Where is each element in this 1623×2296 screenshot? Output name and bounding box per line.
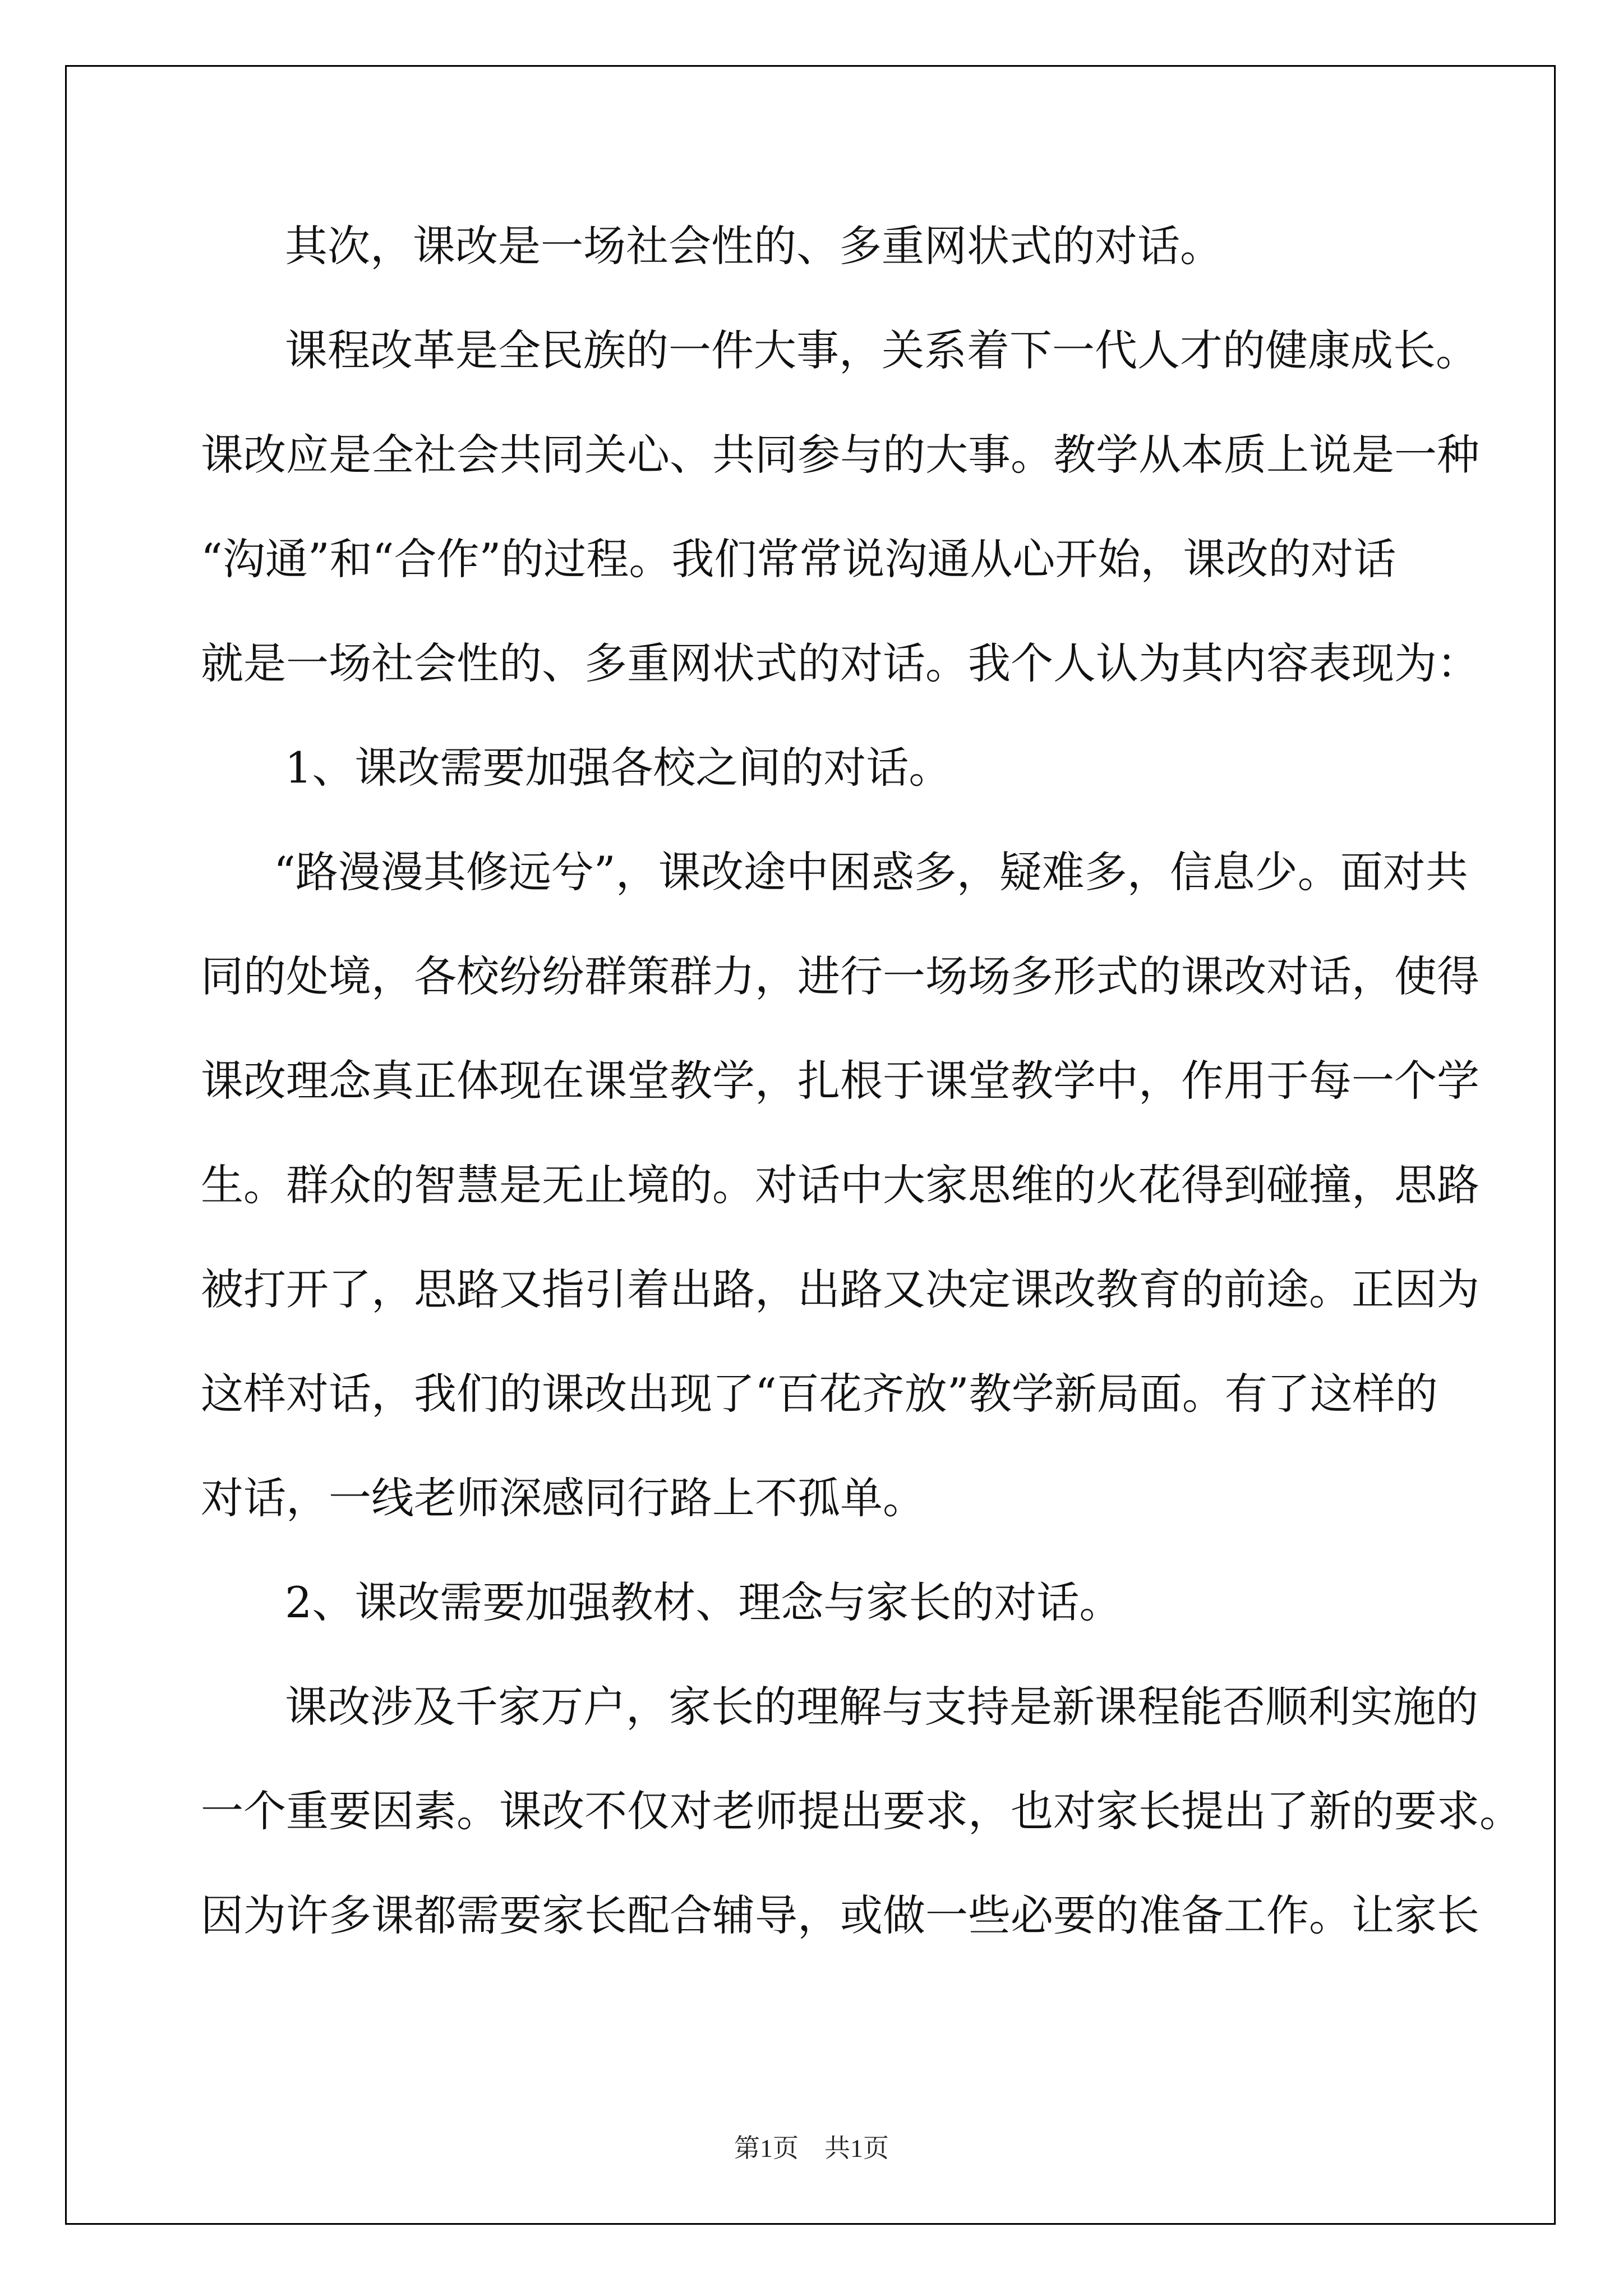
paragraph-line: “路漫漫其修远兮”，课改途中困惑多，疑难多，信息少。面对共: [274, 847, 1468, 897]
document-body: [201, 194, 1522, 1968]
paragraph-line: 生。群众的智慧是无止境的。对话中大家思维的火花得到碰撞，思路: [201, 1160, 1479, 1210]
paragraph-line: 课改理念真正体现在课堂教学，扎根于课堂教学中，作用于每一个学: [201, 1056, 1479, 1106]
section-heading-line: 2、课改需要加强教材、理念与家长的对话。: [285, 1577, 1122, 1627]
paragraph-line: 被打开了，思路又指引着出路，出路又决定课改教育的前途。正因为: [201, 1264, 1479, 1314]
paragraph-line: 课改涉及千家万户，家长的理解与支持是新课程能否顺利实施的: [285, 1682, 1478, 1732]
paragraph-line: 课改应是全社会共同关心、共同参与的大事。教学从本质上说是一种: [201, 430, 1479, 480]
page-number-footer: 第1页 共1页: [734, 2134, 889, 2162]
paragraph-line: 其次，课改是一场社会性的、多重网状式的对话。: [285, 221, 1223, 271]
paragraph-line: 就是一场社会性的、多重网状式的对话。我个人认为其内容表现为：: [201, 638, 1479, 688]
paragraph-line: 课程改革是全民族的一件大事，关系着下一代人才的健康成长。: [285, 325, 1478, 375]
paragraph-line: “沟通”和“合作”的过程。我们常常说沟通从心开始，课改的对话: [201, 534, 1396, 584]
section-heading-line: 1、课改需要加强各校之间的对话。: [285, 743, 952, 793]
paragraph-line: 因为许多课都需要家长配合辅导，或做一些必要的准备工作。让家长: [201, 1890, 1479, 1940]
paragraph-line: 一个重要因素。课改不仅对老师提出要求，也对家长提出了新的要求。: [201, 1786, 1522, 1836]
paragraph-line: 这样对话，我们的课改出现了“百花齐放”教学新局面。有了这样的: [201, 1369, 1438, 1419]
paragraph-line: 对话，一线老师深感同行路上不孤单。: [201, 1473, 925, 1523]
paragraph-line: 同的处境，各校纷纷群策群力，进行一场场多形式的课改对话，使得: [201, 951, 1479, 1001]
